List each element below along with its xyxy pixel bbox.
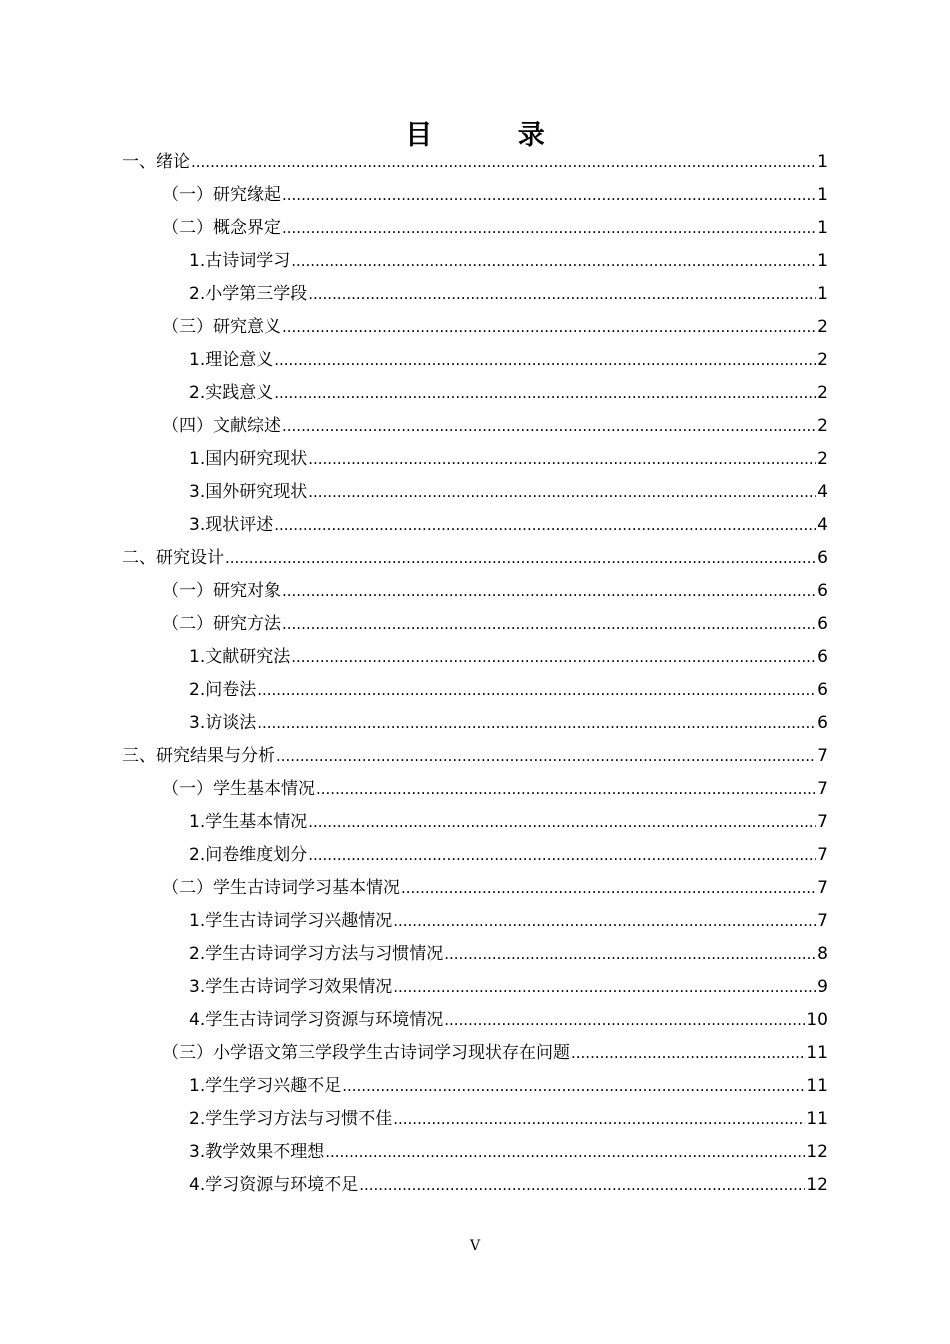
toc-entry[interactable] <box>122 212 828 245</box>
toc-dot-leader <box>276 740 816 773</box>
toc-dot-leader <box>359 1169 805 1202</box>
toc-entry-label: 4.学生古诗词学习资源与环境情况 <box>189 1010 444 1030</box>
toc-dot-leader <box>401 872 816 905</box>
toc-entry[interactable] <box>122 1103 828 1136</box>
toc-entry-page: 6 <box>817 548 828 568</box>
toc-entry[interactable] <box>122 806 828 839</box>
toc-entry-page: 1 <box>817 218 828 238</box>
toc-dot-leader <box>282 212 816 245</box>
toc-entry[interactable] <box>122 740 828 773</box>
toc-entry-label: 3.访谈法 <box>189 713 257 733</box>
toc-entry-label: 1.国内研究现状 <box>189 449 308 469</box>
toc-entry-page: 7 <box>817 845 828 865</box>
toc-entry[interactable] <box>122 344 828 377</box>
toc-entry[interactable] <box>122 179 828 212</box>
toc-entry-page: 2 <box>817 317 828 337</box>
page-number: V <box>469 1238 481 1254</box>
toc-entry[interactable] <box>122 278 828 311</box>
toc-entry-label: 2.问卷维度划分 <box>189 845 308 865</box>
toc-entry-page: 9 <box>817 977 828 997</box>
toc-dot-leader <box>274 377 816 410</box>
toc-entry[interactable] <box>122 1136 828 1169</box>
toc-dot-leader <box>257 707 816 740</box>
toc-entry-page: 12 <box>806 1142 828 1162</box>
toc-dot-leader <box>308 806 816 839</box>
toc-entry[interactable] <box>122 773 828 806</box>
toc-entry-label: （二）学生古诗词学习基本情况 <box>162 878 400 898</box>
toc-entry-page: 7 <box>817 878 828 898</box>
toc-dot-leader <box>325 1136 805 1169</box>
toc-entry-label: 2.小学第三学段 <box>189 284 308 304</box>
toc-entry-label: 3.国外研究现状 <box>189 482 308 502</box>
toc-dot-leader <box>274 344 816 377</box>
table-of-contents <box>122 146 828 1202</box>
toc-entry[interactable] <box>122 872 828 905</box>
toc-entry-page: 11 <box>806 1109 828 1129</box>
toc-entry-page: 6 <box>817 713 828 733</box>
toc-entry-label: （一）研究缘起 <box>162 185 281 205</box>
toc-entry-page: 2 <box>817 449 828 469</box>
toc-dot-leader <box>308 476 816 509</box>
toc-entry-page: 4 <box>817 515 828 535</box>
toc-entry-page: 1 <box>817 185 828 205</box>
toc-dot-leader <box>282 575 816 608</box>
toc-entry[interactable] <box>122 1070 828 1103</box>
toc-entry[interactable] <box>122 608 828 641</box>
toc-entry-label: 1.学生学习兴趣不足 <box>189 1076 342 1096</box>
toc-entry-label: 2.问卷法 <box>189 680 257 700</box>
toc-entry-page: 11 <box>806 1076 828 1096</box>
toc-entry-label: 1.学生基本情况 <box>189 812 308 832</box>
toc-dot-leader <box>393 905 816 938</box>
toc-entry-page: 7 <box>817 779 828 799</box>
toc-entry-label: 1.文献研究法 <box>189 647 291 667</box>
toc-entry-label: （二）研究方法 <box>162 614 281 634</box>
toc-dot-leader <box>308 278 816 311</box>
toc-entry-page: 1 <box>817 152 828 172</box>
toc-entry-label: 2.学生学习方法与习惯不佳 <box>189 1109 393 1129</box>
toc-entry[interactable] <box>122 410 828 443</box>
toc-entry[interactable] <box>122 245 828 278</box>
toc-entry[interactable] <box>122 839 828 872</box>
toc-entry-page: 10 <box>806 1010 828 1030</box>
toc-entry-page: 2 <box>817 383 828 403</box>
toc-entry[interactable] <box>122 542 828 575</box>
toc-entry-label: 二、研究设计 <box>122 548 224 568</box>
toc-entry-label: 1.理论意义 <box>189 350 274 370</box>
toc-entry[interactable] <box>122 377 828 410</box>
toc-dot-leader <box>571 1037 805 1070</box>
toc-dot-leader <box>282 410 816 443</box>
toc-entry-label: （三）研究意义 <box>162 317 281 337</box>
toc-entry-page: 6 <box>817 647 828 667</box>
toc-entry[interactable] <box>122 1037 828 1070</box>
toc-entry-page: 12 <box>806 1175 828 1195</box>
toc-dot-leader <box>291 641 816 674</box>
toc-entry[interactable] <box>122 1004 828 1037</box>
toc-dot-leader <box>274 509 816 542</box>
toc-dot-leader <box>316 773 816 806</box>
toc-dot-leader <box>225 542 816 575</box>
toc-entry[interactable] <box>122 641 828 674</box>
toc-entry-page: 6 <box>817 680 828 700</box>
toc-entry-label: 2.实践意义 <box>189 383 274 403</box>
toc-entry-page: 2 <box>817 350 828 370</box>
toc-entry[interactable] <box>122 509 828 542</box>
toc-entry-page: 7 <box>817 746 828 766</box>
toc-dot-leader <box>393 971 816 1004</box>
toc-entry-page: 8 <box>817 944 828 964</box>
toc-entry-label: 一、绪论 <box>122 152 190 172</box>
toc-entry[interactable] <box>122 905 828 938</box>
toc-entry-label: （二）概念界定 <box>162 218 281 238</box>
toc-entry-page: 2 <box>817 416 828 436</box>
toc-entry-label: （一）研究对象 <box>162 581 281 601</box>
toc-entry-label: （四）文献综述 <box>162 416 281 436</box>
toc-entry[interactable] <box>122 443 828 476</box>
toc-dot-leader <box>282 179 816 212</box>
toc-dot-leader <box>342 1070 805 1103</box>
page-title: 目 录 <box>405 120 583 151</box>
toc-entry[interactable] <box>122 1169 828 1202</box>
toc-dot-leader <box>282 608 816 641</box>
toc-entry-label: 3.教学效果不理想 <box>189 1142 325 1162</box>
toc-entry[interactable] <box>122 575 828 608</box>
toc-dot-leader <box>291 245 816 278</box>
toc-entry-label: 3.学生古诗词学习效果情况 <box>189 977 393 997</box>
toc-dot-leader <box>308 839 816 872</box>
toc-entry-label: （三）小学语文第三学段学生古诗词学习现状存在问题 <box>162 1043 570 1063</box>
toc-entry-label: 三、研究结果与分析 <box>122 746 275 766</box>
toc-entry[interactable] <box>122 938 828 971</box>
toc-dot-leader <box>282 311 816 344</box>
toc-entry-label: 2.学生古诗词学习方法与习惯情况 <box>189 944 444 964</box>
toc-entry-label: 3.现状评述 <box>189 515 274 535</box>
toc-entry-page: 6 <box>817 581 828 601</box>
toc-entry[interactable] <box>122 707 828 740</box>
toc-entry-label: 1.学生古诗词学习兴趣情况 <box>189 911 393 931</box>
toc-dot-leader <box>444 938 816 971</box>
toc-entry-page: 4 <box>817 482 828 502</box>
toc-entry-label: 1.古诗词学习 <box>189 251 291 271</box>
toc-entry[interactable] <box>122 476 828 509</box>
toc-dot-leader <box>444 1004 805 1037</box>
toc-entry-label: 4.学习资源与环境不足 <box>189 1175 359 1195</box>
toc-dot-leader <box>257 674 816 707</box>
toc-entry-page: 1 <box>817 284 828 304</box>
toc-entry-label: （一）学生基本情况 <box>162 779 315 799</box>
toc-entry[interactable] <box>122 146 828 179</box>
toc-dot-leader <box>308 443 816 476</box>
toc-entry-page: 7 <box>817 911 828 931</box>
toc-dot-leader <box>393 1103 805 1136</box>
toc-entry-page: 7 <box>817 812 828 832</box>
toc-entry-page: 1 <box>817 251 828 271</box>
toc-entry[interactable] <box>122 311 828 344</box>
toc-entry-page: 6 <box>817 614 828 634</box>
toc-entry[interactable] <box>122 971 828 1004</box>
toc-dot-leader <box>191 146 816 179</box>
toc-entry[interactable] <box>122 674 828 707</box>
toc-entry-page: 11 <box>806 1043 828 1063</box>
